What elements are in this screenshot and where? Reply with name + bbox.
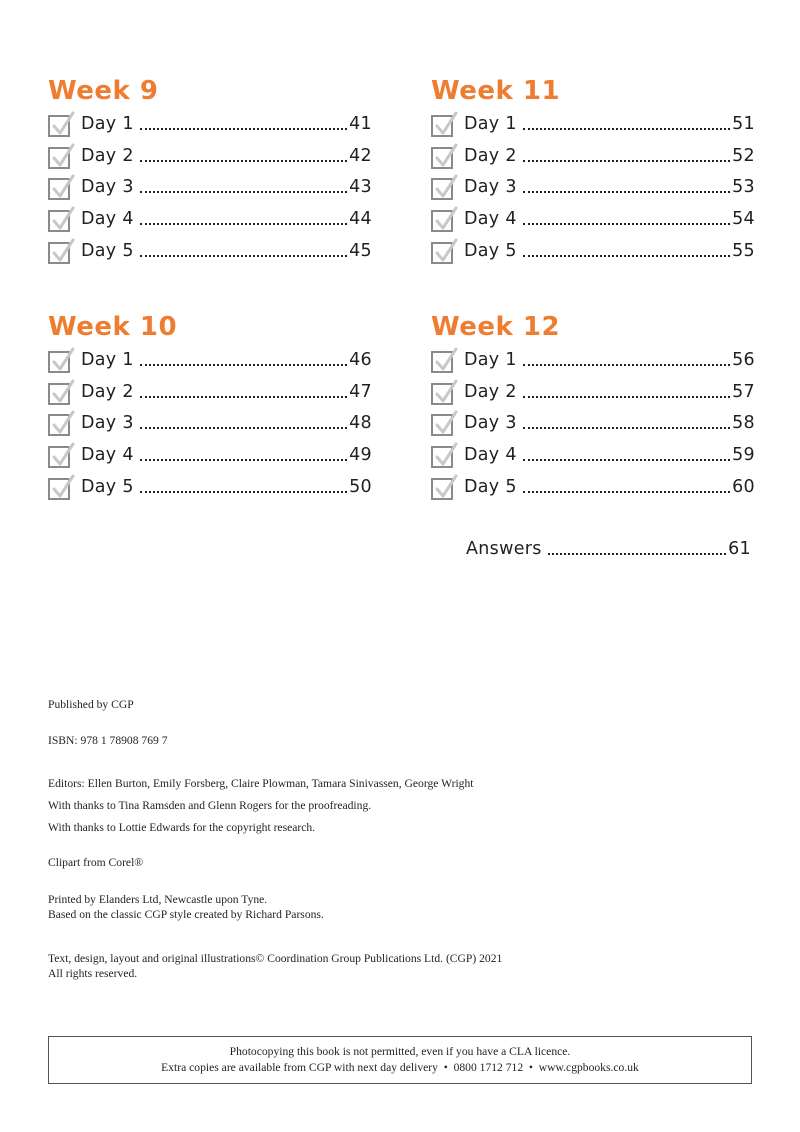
copyright-research-thanks: With thanks to Lottie Edwards for the copyright research. <box>48 821 316 834</box>
dot-leader <box>140 396 347 398</box>
page-number: 56 <box>732 349 755 370</box>
day-list <box>48 108 372 266</box>
tick-box-icon[interactable] <box>48 178 70 200</box>
page-number: 55 <box>732 240 755 261</box>
page-number: 59 <box>732 444 755 465</box>
answers-label: Answers <box>466 539 542 559</box>
day-label: Day 5 <box>81 476 134 497</box>
day-row <box>48 140 372 172</box>
week-9-section <box>48 74 372 266</box>
tick-box-icon[interactable] <box>48 383 70 405</box>
week-title: Week 11 <box>431 76 561 106</box>
answers-entry <box>466 534 751 564</box>
week-10-section <box>48 310 372 502</box>
tick-box-icon[interactable] <box>431 178 453 200</box>
day-row <box>48 471 372 503</box>
day-label: Day 5 <box>464 240 517 261</box>
day-row <box>431 407 755 439</box>
page-number: 53 <box>732 177 755 198</box>
dot-leader <box>523 364 730 366</box>
copyright-notice: Text, design, layout and original illustrations© Coordination Group Publications Ltd. (CGP) 2021 <box>48 952 503 965</box>
tick-box-icon[interactable] <box>48 351 70 373</box>
dot-leader <box>140 128 347 130</box>
page-number: 49 <box>349 444 372 465</box>
dot-leader <box>523 191 730 193</box>
tick-box-icon[interactable] <box>48 210 70 232</box>
day-label: Day 3 <box>81 177 134 198</box>
page-number: 45 <box>349 240 372 261</box>
day-label: Day 5 <box>464 476 517 497</box>
tick-box-icon[interactable] <box>431 446 453 468</box>
tick-box-icon[interactable] <box>431 478 453 500</box>
day-label: Day 1 <box>464 349 517 370</box>
notice-line-1: Photocopying this book is not permitted, even if you have a CLA licence. <box>229 1045 571 1058</box>
day-label: Day 4 <box>464 208 517 229</box>
published-by: Published by CGP <box>48 698 134 711</box>
day-list <box>431 344 755 502</box>
dot-leader <box>523 255 730 257</box>
style-credit: Based on the classic CGP style created by Richard Parsons. <box>48 908 324 921</box>
day-label: Day 1 <box>81 113 134 134</box>
day-label: Day 2 <box>464 381 517 402</box>
page-number: 46 <box>349 349 372 370</box>
day-label: Day 1 <box>464 113 517 134</box>
page-number: 42 <box>349 145 372 166</box>
dot-leader <box>140 255 347 257</box>
tick-box-icon[interactable] <box>48 414 70 436</box>
week-title: Week 9 <box>48 76 159 106</box>
page-number: 48 <box>349 413 372 434</box>
day-label: Day 4 <box>81 208 134 229</box>
dot-leader <box>523 223 730 225</box>
tick-box-icon[interactable] <box>48 147 70 169</box>
tick-box-icon[interactable] <box>431 115 453 137</box>
day-row <box>431 171 755 203</box>
clipart-credit: Clipart from Corel® <box>48 856 144 869</box>
dot-leader <box>140 491 347 493</box>
dot-leader <box>140 160 347 162</box>
day-label: Day 2 <box>464 145 517 166</box>
photocopy-notice-box <box>48 1036 752 1084</box>
day-row <box>431 235 755 267</box>
editors: Editors: Ellen Burton, Emily Forsberg, Claire Plowman, Tamara Sinivassen, George Wright <box>48 777 474 790</box>
dot-leader <box>140 223 347 225</box>
day-row <box>431 140 755 172</box>
day-label: Day 5 <box>81 240 134 261</box>
dot-leader <box>523 491 730 493</box>
tick-box-icon[interactable] <box>431 351 453 373</box>
dot-leader <box>523 396 730 398</box>
tick-box-icon[interactable] <box>48 242 70 264</box>
tick-box-icon[interactable] <box>48 478 70 500</box>
dot-leader <box>140 427 347 429</box>
tick-box-icon[interactable] <box>431 383 453 405</box>
page-number: 51 <box>732 113 755 134</box>
day-row <box>48 171 372 203</box>
day-label: Day 4 <box>464 444 517 465</box>
day-row <box>48 344 372 376</box>
day-list <box>431 108 755 266</box>
day-list <box>48 344 372 502</box>
dot-leader <box>548 553 726 555</box>
dot-leader <box>523 427 730 429</box>
notice-line-2: Extra copies are available from CGP with next day delivery • 0800 1712 712 • www.cgpbooks.co.uk <box>161 1061 639 1074</box>
day-row <box>48 376 372 408</box>
day-row <box>48 235 372 267</box>
tick-box-icon[interactable] <box>431 210 453 232</box>
day-row <box>431 376 755 408</box>
day-row <box>431 471 755 503</box>
isbn: ISBN: 978 1 78908 769 7 <box>48 734 168 747</box>
tick-box-icon[interactable] <box>431 147 453 169</box>
dot-leader <box>140 459 347 461</box>
day-label: Day 3 <box>81 413 134 434</box>
dot-leader <box>523 459 730 461</box>
page-number: 41 <box>349 113 372 134</box>
page-number: 54 <box>732 208 755 229</box>
day-label: Day 4 <box>81 444 134 465</box>
day-row <box>431 203 755 235</box>
day-row <box>431 344 755 376</box>
dot-leader <box>140 191 347 193</box>
page-number: 44 <box>349 208 372 229</box>
week-title: Week 12 <box>431 312 561 342</box>
rights-reserved: All rights reserved. <box>48 967 138 980</box>
page-number: 61 <box>728 539 751 559</box>
page-number: 60 <box>732 476 755 497</box>
day-label: Day 1 <box>81 349 134 370</box>
printer-credit: Printed by Elanders Ltd, Newcastle upon Tyne. <box>48 893 268 906</box>
day-row <box>48 203 372 235</box>
day-row <box>48 407 372 439</box>
page-number: 58 <box>732 413 755 434</box>
page-number: 43 <box>349 177 372 198</box>
page-number: 52 <box>732 145 755 166</box>
day-row <box>48 108 372 140</box>
tick-box-icon[interactable] <box>431 414 453 436</box>
tick-box-icon[interactable] <box>431 242 453 264</box>
proofreading-thanks: With thanks to Tina Ramsden and Glenn Rogers for the proofreading. <box>48 799 372 812</box>
dot-leader <box>140 364 347 366</box>
dot-leader <box>523 128 730 130</box>
tick-box-icon[interactable] <box>48 446 70 468</box>
page-number: 50 <box>349 476 372 497</box>
day-row <box>431 108 755 140</box>
page-number: 47 <box>349 381 372 402</box>
week-12-section <box>431 310 755 502</box>
week-11-section <box>431 74 755 266</box>
day-label: Day 3 <box>464 177 517 198</box>
week-title: Week 10 <box>48 312 178 342</box>
tick-box-icon[interactable] <box>48 115 70 137</box>
day-label: Day 2 <box>81 381 134 402</box>
day-row <box>48 439 372 471</box>
day-label: Day 2 <box>81 145 134 166</box>
day-row <box>431 439 755 471</box>
page-number: 57 <box>732 381 755 402</box>
dot-leader <box>523 160 730 162</box>
day-label: Day 3 <box>464 413 517 434</box>
